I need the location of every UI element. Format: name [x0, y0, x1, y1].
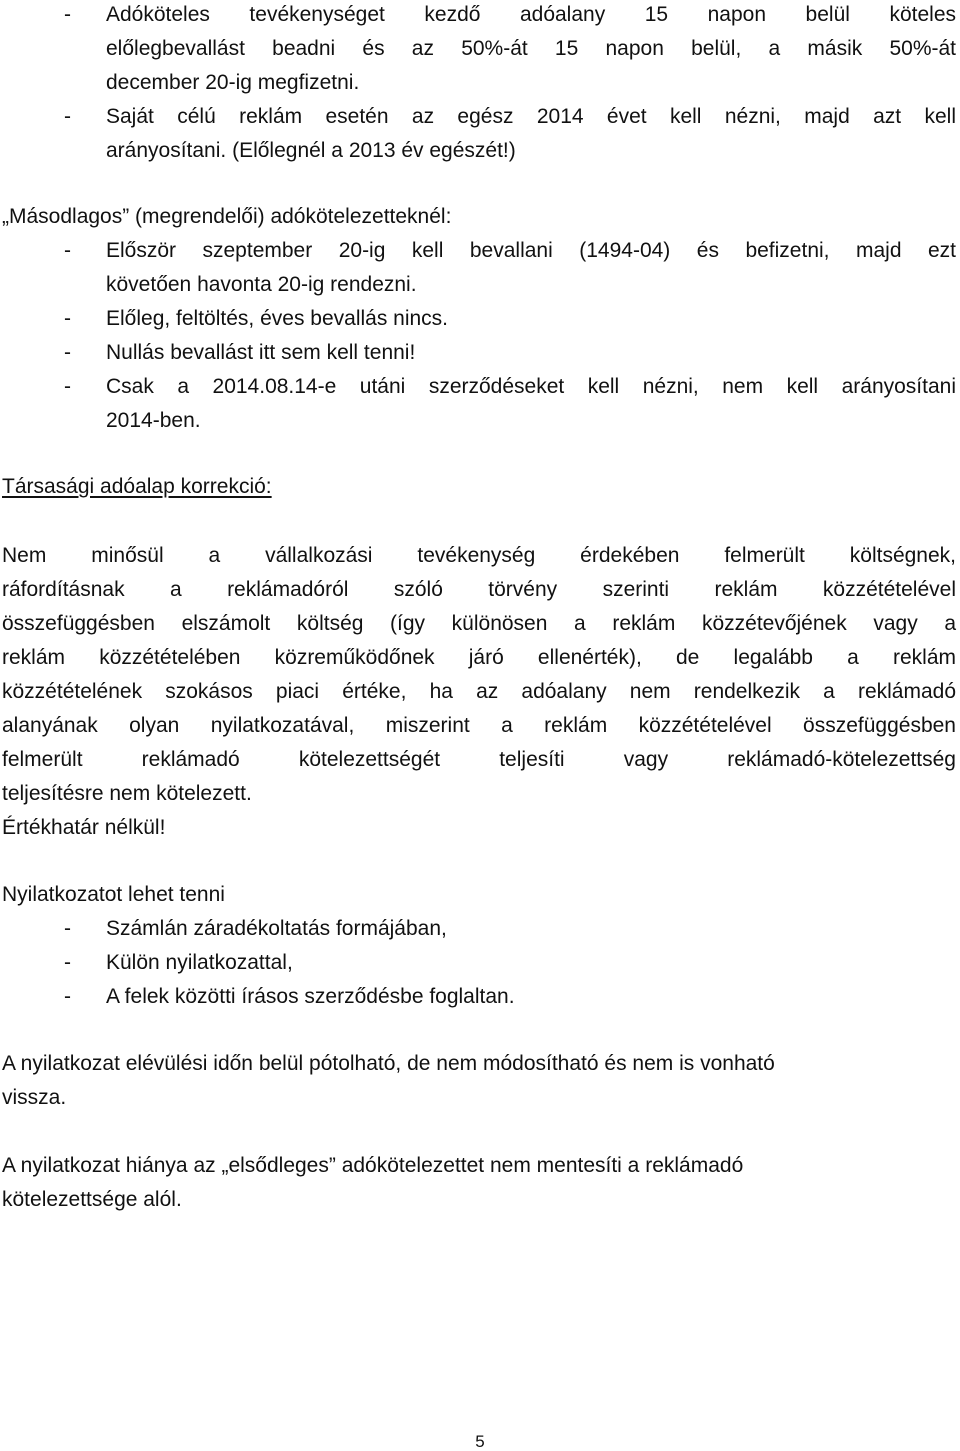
- section-heading: Nyilatkozatot lehet tenni: [2, 883, 225, 906]
- bullet-dash: -: [64, 951, 71, 974]
- bullet-line: Először szeptember 20-ig kell bevallani (1494-04) és befizetni, majd ezt: [106, 239, 956, 262]
- paragraph-line: ráfordításnak a reklámadóról szóló törvény szerinti reklám közzétételével: [2, 578, 956, 601]
- bullet-line: követően havonta 20-ig rendezni.: [106, 273, 417, 296]
- bullet-line: Adóköteles tevékenységet kezdő adóalany 15 napon belül köteles: [106, 3, 956, 26]
- bullet-line: Előleg, feltöltés, éves bevallás nincs.: [106, 307, 449, 330]
- bullet-dash: -: [64, 375, 71, 398]
- bullet-line: előlegbevallást beadni és az 50%-át 15 napon belül, a másik 50%-át: [106, 37, 956, 60]
- bullet-line: arányosítani. (Előlegnél a 2013 év egészét!): [106, 139, 516, 162]
- bullet-dash: -: [64, 239, 71, 262]
- bullet-line: Külön nyilatkozattal,: [106, 951, 293, 974]
- paragraph-line: A nyilatkozat elévülési időn belül pótolható, de nem módosítható és nem is vonható: [2, 1052, 775, 1075]
- bullet-dash: -: [64, 917, 71, 940]
- bullet-dash: -: [64, 105, 71, 128]
- section-heading: Társasági adóalap korrekció:: [2, 475, 272, 498]
- bullet-dash: -: [64, 3, 71, 26]
- bullet-line: Saját célú reklám esetén az egész 2014 évet kell nézni, majd azt kell: [106, 105, 956, 128]
- paragraph-line: Nem minősül a vállalkozási tevékenység érdekében felmerült költségnek,: [2, 544, 956, 567]
- paragraph-line: felmerült reklámadó kötelezettségét teljesíti vagy reklámadó-kötelezettség: [2, 748, 956, 771]
- bullet-line: Nullás bevallást itt sem kell tenni!: [106, 341, 416, 364]
- paragraph-line: A nyilatkozat hiánya az „elsődleges” adókötelezettet nem mentesíti a reklámadó: [2, 1154, 744, 1177]
- paragraph-line: kötelezettsége alól.: [2, 1188, 182, 1211]
- bullet-dash: -: [64, 307, 71, 330]
- bullet-line: 2014-ben.: [106, 409, 201, 432]
- bullet-line: december 20-ig megfizetni.: [106, 71, 360, 94]
- paragraph-line: reklám közzétételében közreműködőnek járó ellenérték), de legalább a reklám: [2, 646, 956, 669]
- bullet-line: Csak a 2014.08.14-e utáni szerződéseket kell nézni, nem kell arányosítani: [106, 375, 956, 398]
- paragraph-line: összefüggésben elszámolt költség (így különösen a reklám közzétevőjének vagy a: [2, 612, 956, 635]
- paragraph-line: teljesítésre nem kötelezett.: [2, 782, 252, 805]
- bullet-line: A felek közötti írásos szerződésbe foglaltan.: [106, 985, 515, 1008]
- bullet-dash: -: [64, 985, 71, 1008]
- bullet-line: Számlán záradékoltatás formájában,: [106, 917, 447, 940]
- note-text: Értékhatár nélkül!: [2, 816, 166, 839]
- paragraph-line: közzétételének szokásos piaci értéke, ha az adóalany nem rendelkezik a reklámadó: [2, 680, 956, 703]
- paragraph-line: vissza.: [2, 1086, 67, 1109]
- section-heading: „Másodlagos” (megrendelői) adókötelezetteknél:: [2, 205, 452, 228]
- page-number: 5: [475, 1432, 485, 1451]
- bullet-dash: -: [64, 341, 71, 364]
- paragraph-line: alanyának olyan nyilatkozatával, miszerint a reklám közzétételével összefüggésben: [2, 714, 956, 737]
